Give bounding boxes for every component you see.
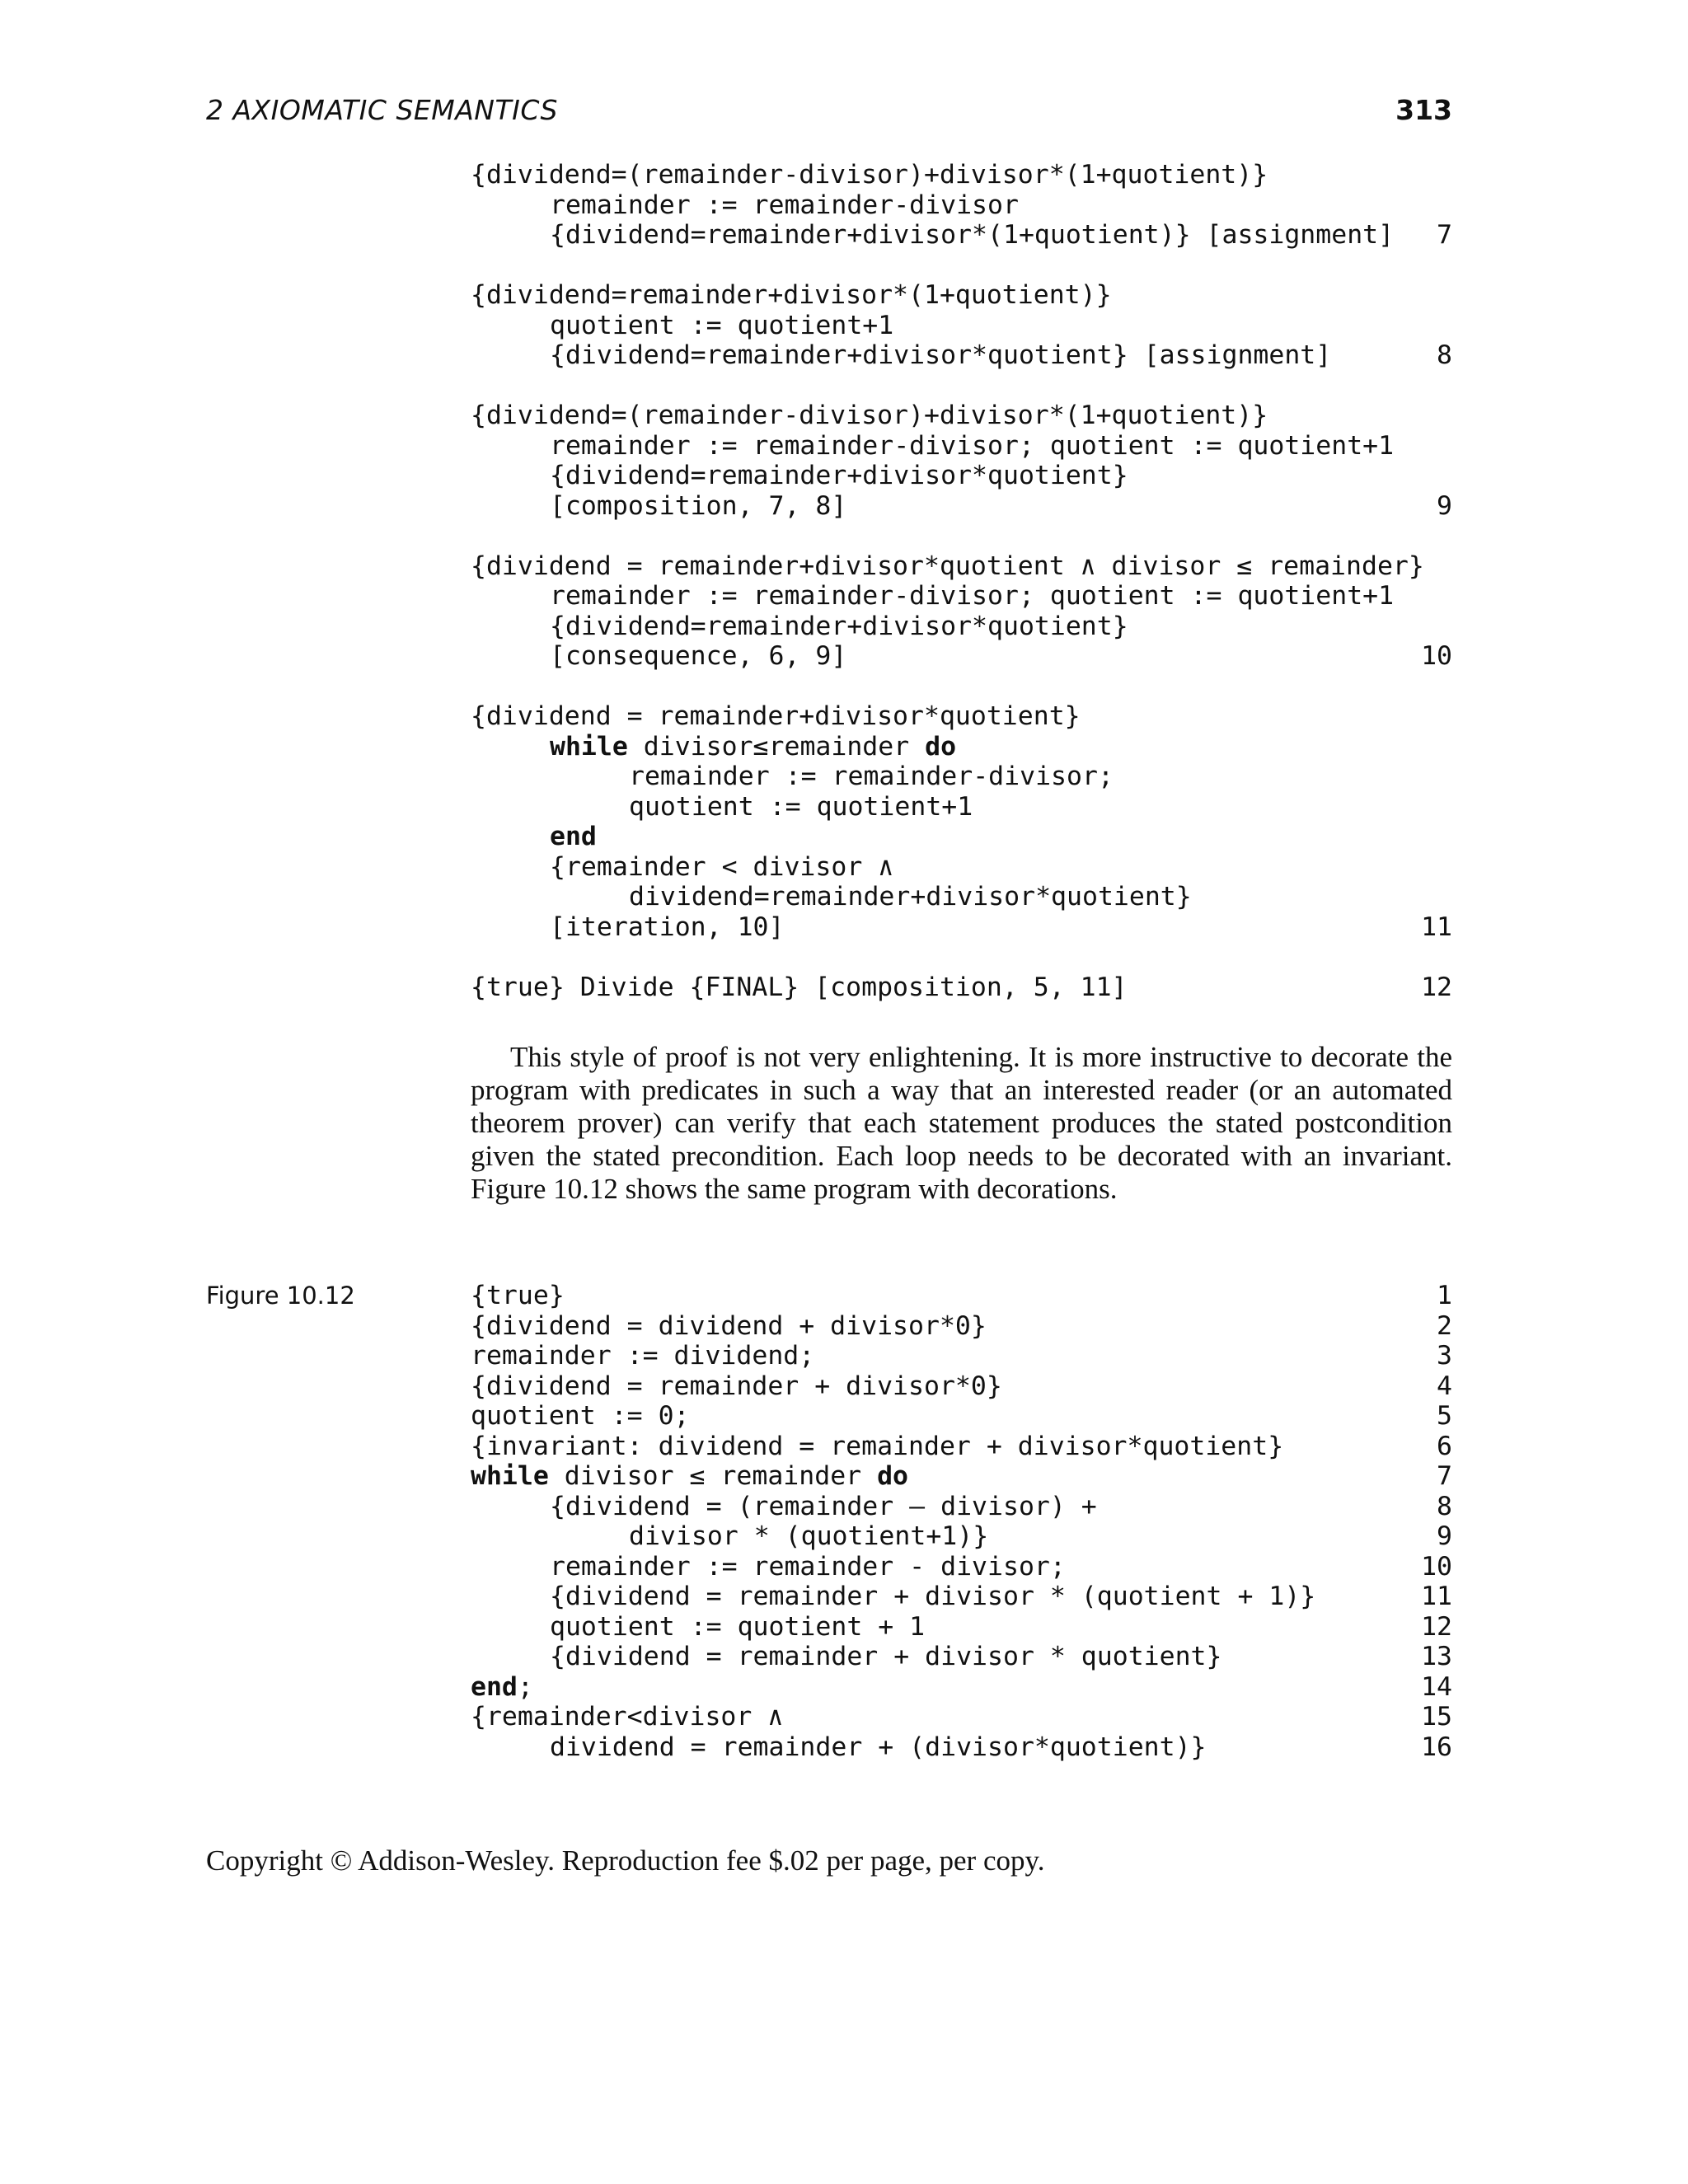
line-number: 5 <box>1437 1401 1452 1431</box>
proof-line: dividend=remainder+divisor*quotient} <box>629 882 1192 912</box>
proof-line: remainder := remainder-divisor; <box>629 762 1114 791</box>
proof-line: remainder := remainder-divisor; quotient := quotient+1 <box>550 581 1395 611</box>
keyword-do: do <box>925 731 957 762</box>
proof-line: {dividend=(remainder-divisor)+divisor*(1+quotient)} <box>471 160 1268 190</box>
line-number: 13 <box>1421 1642 1452 1671</box>
page-number: 313 <box>1395 94 1452 126</box>
listing-line: divisor * (quotient+1)} 9 <box>629 1521 1452 1551</box>
listing-line: {dividend = remainder + divisor * quotient} 13 <box>550 1642 1452 1671</box>
proof-line: {dividend = remainder+divisor*quotient ∧ divisor ≤ remainder} <box>471 551 1424 581</box>
line-number: 14 <box>1421 1671 1452 1702</box>
proof-line: while divisor≤remainder do <box>550 731 957 762</box>
keyword-while: while <box>550 731 628 762</box>
proof-line: remainder := remainder-divisor; quotient := quotient+1 <box>550 430 1395 461</box>
listing-line: {true} 1 <box>471 1281 1452 1310</box>
step-number: 10 <box>1421 641 1452 671</box>
listing-line: {dividend = remainder + divisor*0} 4 <box>471 1371 1452 1401</box>
proof-line: [composition, 7, 8] 9 <box>550 490 1452 521</box>
listing-line: remainder := dividend; 3 <box>471 1341 1452 1371</box>
listing-line: {remainder<divisor ∧ 15 <box>471 1702 1452 1732</box>
keyword-while: while <box>471 1461 549 1491</box>
line-number: 6 <box>1437 1431 1452 1461</box>
keyword-do: do <box>877 1461 909 1491</box>
proof-line <box>471 822 1452 852</box>
line-number: 2 <box>1437 1310 1452 1341</box>
step-number: 7 <box>1437 220 1452 250</box>
listing-line: while divisor ≤ remainder do 7 <box>471 1461 1452 1491</box>
proof-line: {dividend=remainder+divisor*quotient} [assignment] 8 <box>550 340 1452 370</box>
line-number: 4 <box>1437 1371 1452 1401</box>
listing-line: {invariant: dividend = remainder + divisor*quotient} 6 <box>471 1431 1452 1461</box>
line-number: 3 <box>1437 1341 1452 1371</box>
running-header <box>206 94 1452 135</box>
listing-line: {dividend = (remainder – divisor) + 8 <box>550 1491 1452 1521</box>
line-number: 7 <box>1437 1461 1452 1491</box>
step-number: 9 <box>1437 490 1452 521</box>
listing-line: quotient := quotient + 1 12 <box>550 1611 1452 1642</box>
listing-line: dividend = remainder + (divisor*quotient)} 16 <box>550 1732 1452 1762</box>
step-number: 11 <box>1421 912 1452 942</box>
proof-line: quotient := quotient+1 <box>629 791 973 822</box>
line-number: 12 <box>1421 1611 1452 1642</box>
line-number: 10 <box>1421 1551 1452 1582</box>
proof-line: [iteration, 10] 11 <box>550 912 1452 942</box>
copyright-footer: Copyright © Addison-Wesley. Reproduction fee $.02 per page, per copy. <box>206 1844 1045 1877</box>
proof-line: {remainder < divisor ∧ <box>550 851 894 882</box>
proof-line: {dividend = remainder+divisor*quotient} <box>471 701 1081 731</box>
line-number: 1 <box>1437 1281 1452 1310</box>
line-number: 15 <box>1421 1702 1452 1732</box>
body-paragraph: This style of proof is not very enlightening. It is more instructive to decorate the program with predicates in such a way that an interested reader (or an automated theorem prover) can verify that each statement produces the stated postcondition given the stated precondition. Each loop needs to be decorated with an invariant. Figure 10.12 shows the same program with decorations. <box>471 1041 1452 1205</box>
listing-line: end; 14 <box>471 1671 1452 1702</box>
step-number: 8 <box>1437 340 1452 370</box>
listing-line: remainder := remainder - divisor; 10 <box>550 1551 1452 1582</box>
line-number: 11 <box>1421 1582 1452 1611</box>
proof-line: {dividend=remainder+divisor*quotient} <box>550 461 1128 490</box>
proof-line: {true} Divide {FINAL} [composition, 5, 11] 12 <box>471 972 1452 1002</box>
proof-line: quotient := quotient+1 <box>550 310 894 340</box>
proof-line: [consequence, 6, 9] 10 <box>550 641 1452 671</box>
proof-line: remainder := remainder-divisor <box>550 190 1019 220</box>
chapter-title: 2 AXIOMATIC SEMANTICS <box>206 94 558 126</box>
line-number: 8 <box>1437 1491 1452 1521</box>
listing-line: quotient := 0; 5 <box>471 1401 1452 1431</box>
line-number: 9 <box>1437 1521 1452 1551</box>
proof-line: {dividend=remainder+divisor*(1+quotient)} <box>471 280 1112 310</box>
figure-label: Figure 10.12 <box>206 1282 355 1310</box>
line-number: 16 <box>1421 1732 1452 1762</box>
proof-line: {dividend=(remainder-divisor)+divisor*(1+quotient)} <box>471 401 1268 430</box>
keyword-end: end <box>471 1671 518 1702</box>
step-number: 12 <box>1421 972 1452 1002</box>
proof-line: {dividend=remainder+divisor*quotient} <box>550 611 1128 641</box>
keyword-end: end <box>550 822 597 851</box>
listing-line: {dividend = dividend + divisor*0} 2 <box>471 1310 1452 1341</box>
proof-line: {dividend=remainder+divisor*(1+quotient)} [assignment] 7 <box>550 220 1452 250</box>
listing-line: {dividend = remainder + divisor * (quotient + 1)} 11 <box>550 1582 1452 1611</box>
